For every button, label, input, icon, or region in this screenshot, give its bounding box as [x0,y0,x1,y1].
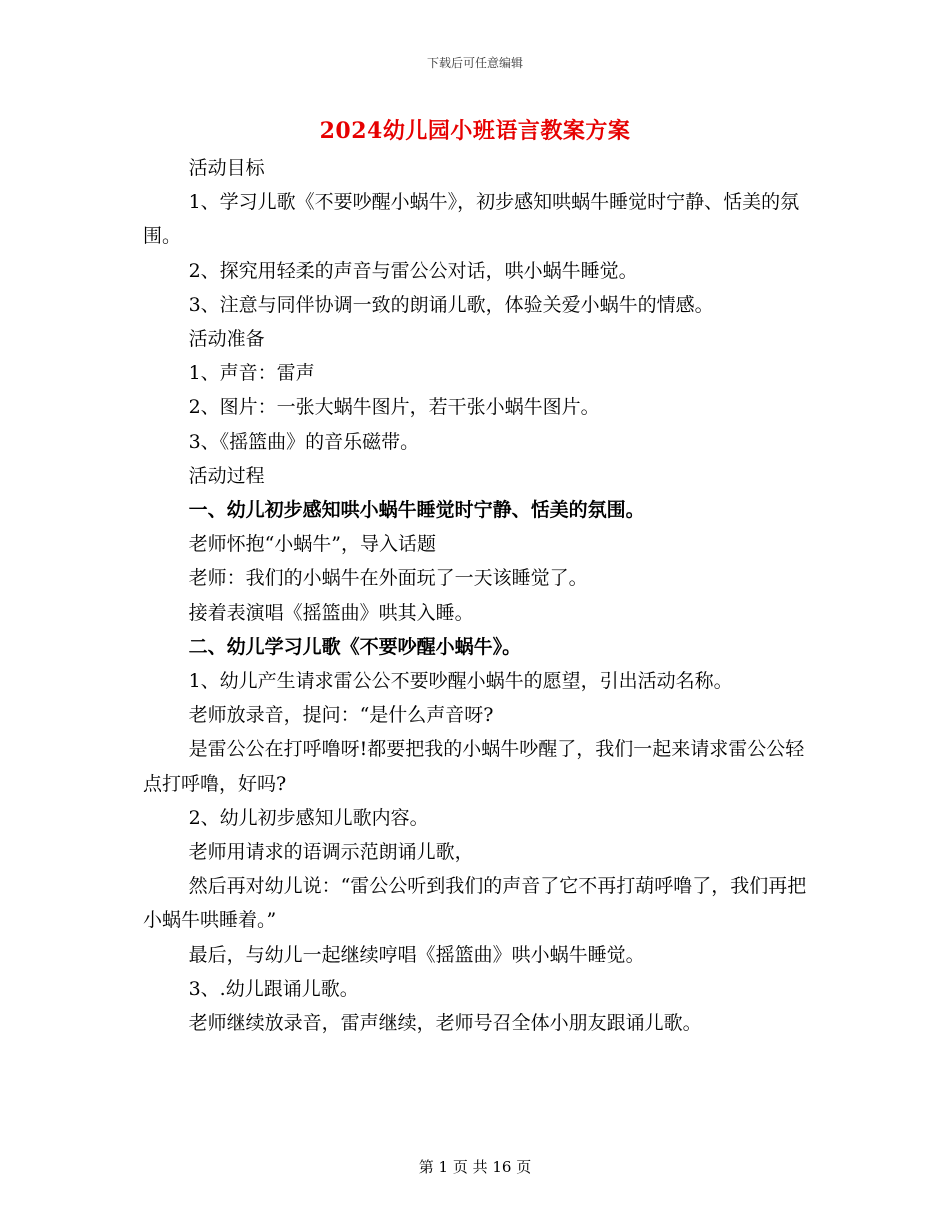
paragraph: 老师继续放录音，雷声继续，老师号召全体小朋友跟诵儿歌。 [188,1012,702,1035]
paragraph: 是雷公公在打呼噜呀!都要把我的小蜗牛吵醒了，我们一起来请求雷公公轻点打呼噜，好吗? [143,738,805,795]
document-body [143,151,808,1040]
paragraph: 接着表演唱《摇篮曲》哄其入睡。 [188,601,474,624]
paragraph: 3、.幼儿跟诵儿歌。 [188,977,359,1000]
document-title: 2024幼儿园小班语言教案方案 [319,118,631,144]
paragraph: 3、《摇篮曲》的音乐磁带。 [188,430,420,453]
paragraph: 2、图片：一张大蜗牛图片，若干张小蜗牛图片。 [188,396,600,419]
paragraph: 2、幼儿初步感知儿歌内容。 [188,806,429,829]
paragraph: 1、幼儿产生请求雷公公不要吵醒小蜗牛的愿望，引出活动名称。 [188,670,733,693]
paragraph: 1、学习儿歌《不要吵醒小蜗牛》，初步感知哄蜗牛睡觉时宁静、恬美的氛围。 [143,191,800,248]
paragraph: 老师：我们的小蜗牛在外面玩了一天该睡觉了。 [188,567,588,590]
paragraph: 最后，与幼儿一起继续哼唱《摇篮曲》哄小蜗牛睡觉。 [188,943,645,966]
paragraph: 2、探究用轻柔的声音与雷公公对话，哄小蜗牛睡觉。 [188,259,638,282]
paragraph: 老师怀抱“小蜗牛”，导入话题 [188,533,437,556]
paragraph: 然后再对幼儿说：“雷公公听到我们的声音了它不再打葫呼噜了，我们再把小蜗牛哄睡着。” [143,875,807,932]
page-footer: 第 1 页 共 16 页 [418,1158,532,1176]
paragraph: 3、注意与同伴协调一致的朗诵儿歌，体验关爱小蜗牛的情感。 [188,293,714,316]
paragraph: 活动过程 [188,464,265,487]
paragraph: 一、幼儿初步感知哄小蜗牛睡觉时宁静、恬美的氛围。 [188,499,645,522]
header-note: 下载后可任意编辑 [426,56,523,70]
paragraph: 1、声音：雷声 [188,362,315,385]
paragraph: 二、幼儿学习儿歌《不要吵醒小蜗牛》。 [188,635,522,658]
paragraph: 老师用请求的语调示范朗诵儿歌， [188,841,474,864]
paragraph: 老师放录音，提问：“是什么声音呀? [188,704,494,727]
paragraph: 活动目标 [188,157,265,179]
paragraph: 活动准备 [188,328,265,351]
